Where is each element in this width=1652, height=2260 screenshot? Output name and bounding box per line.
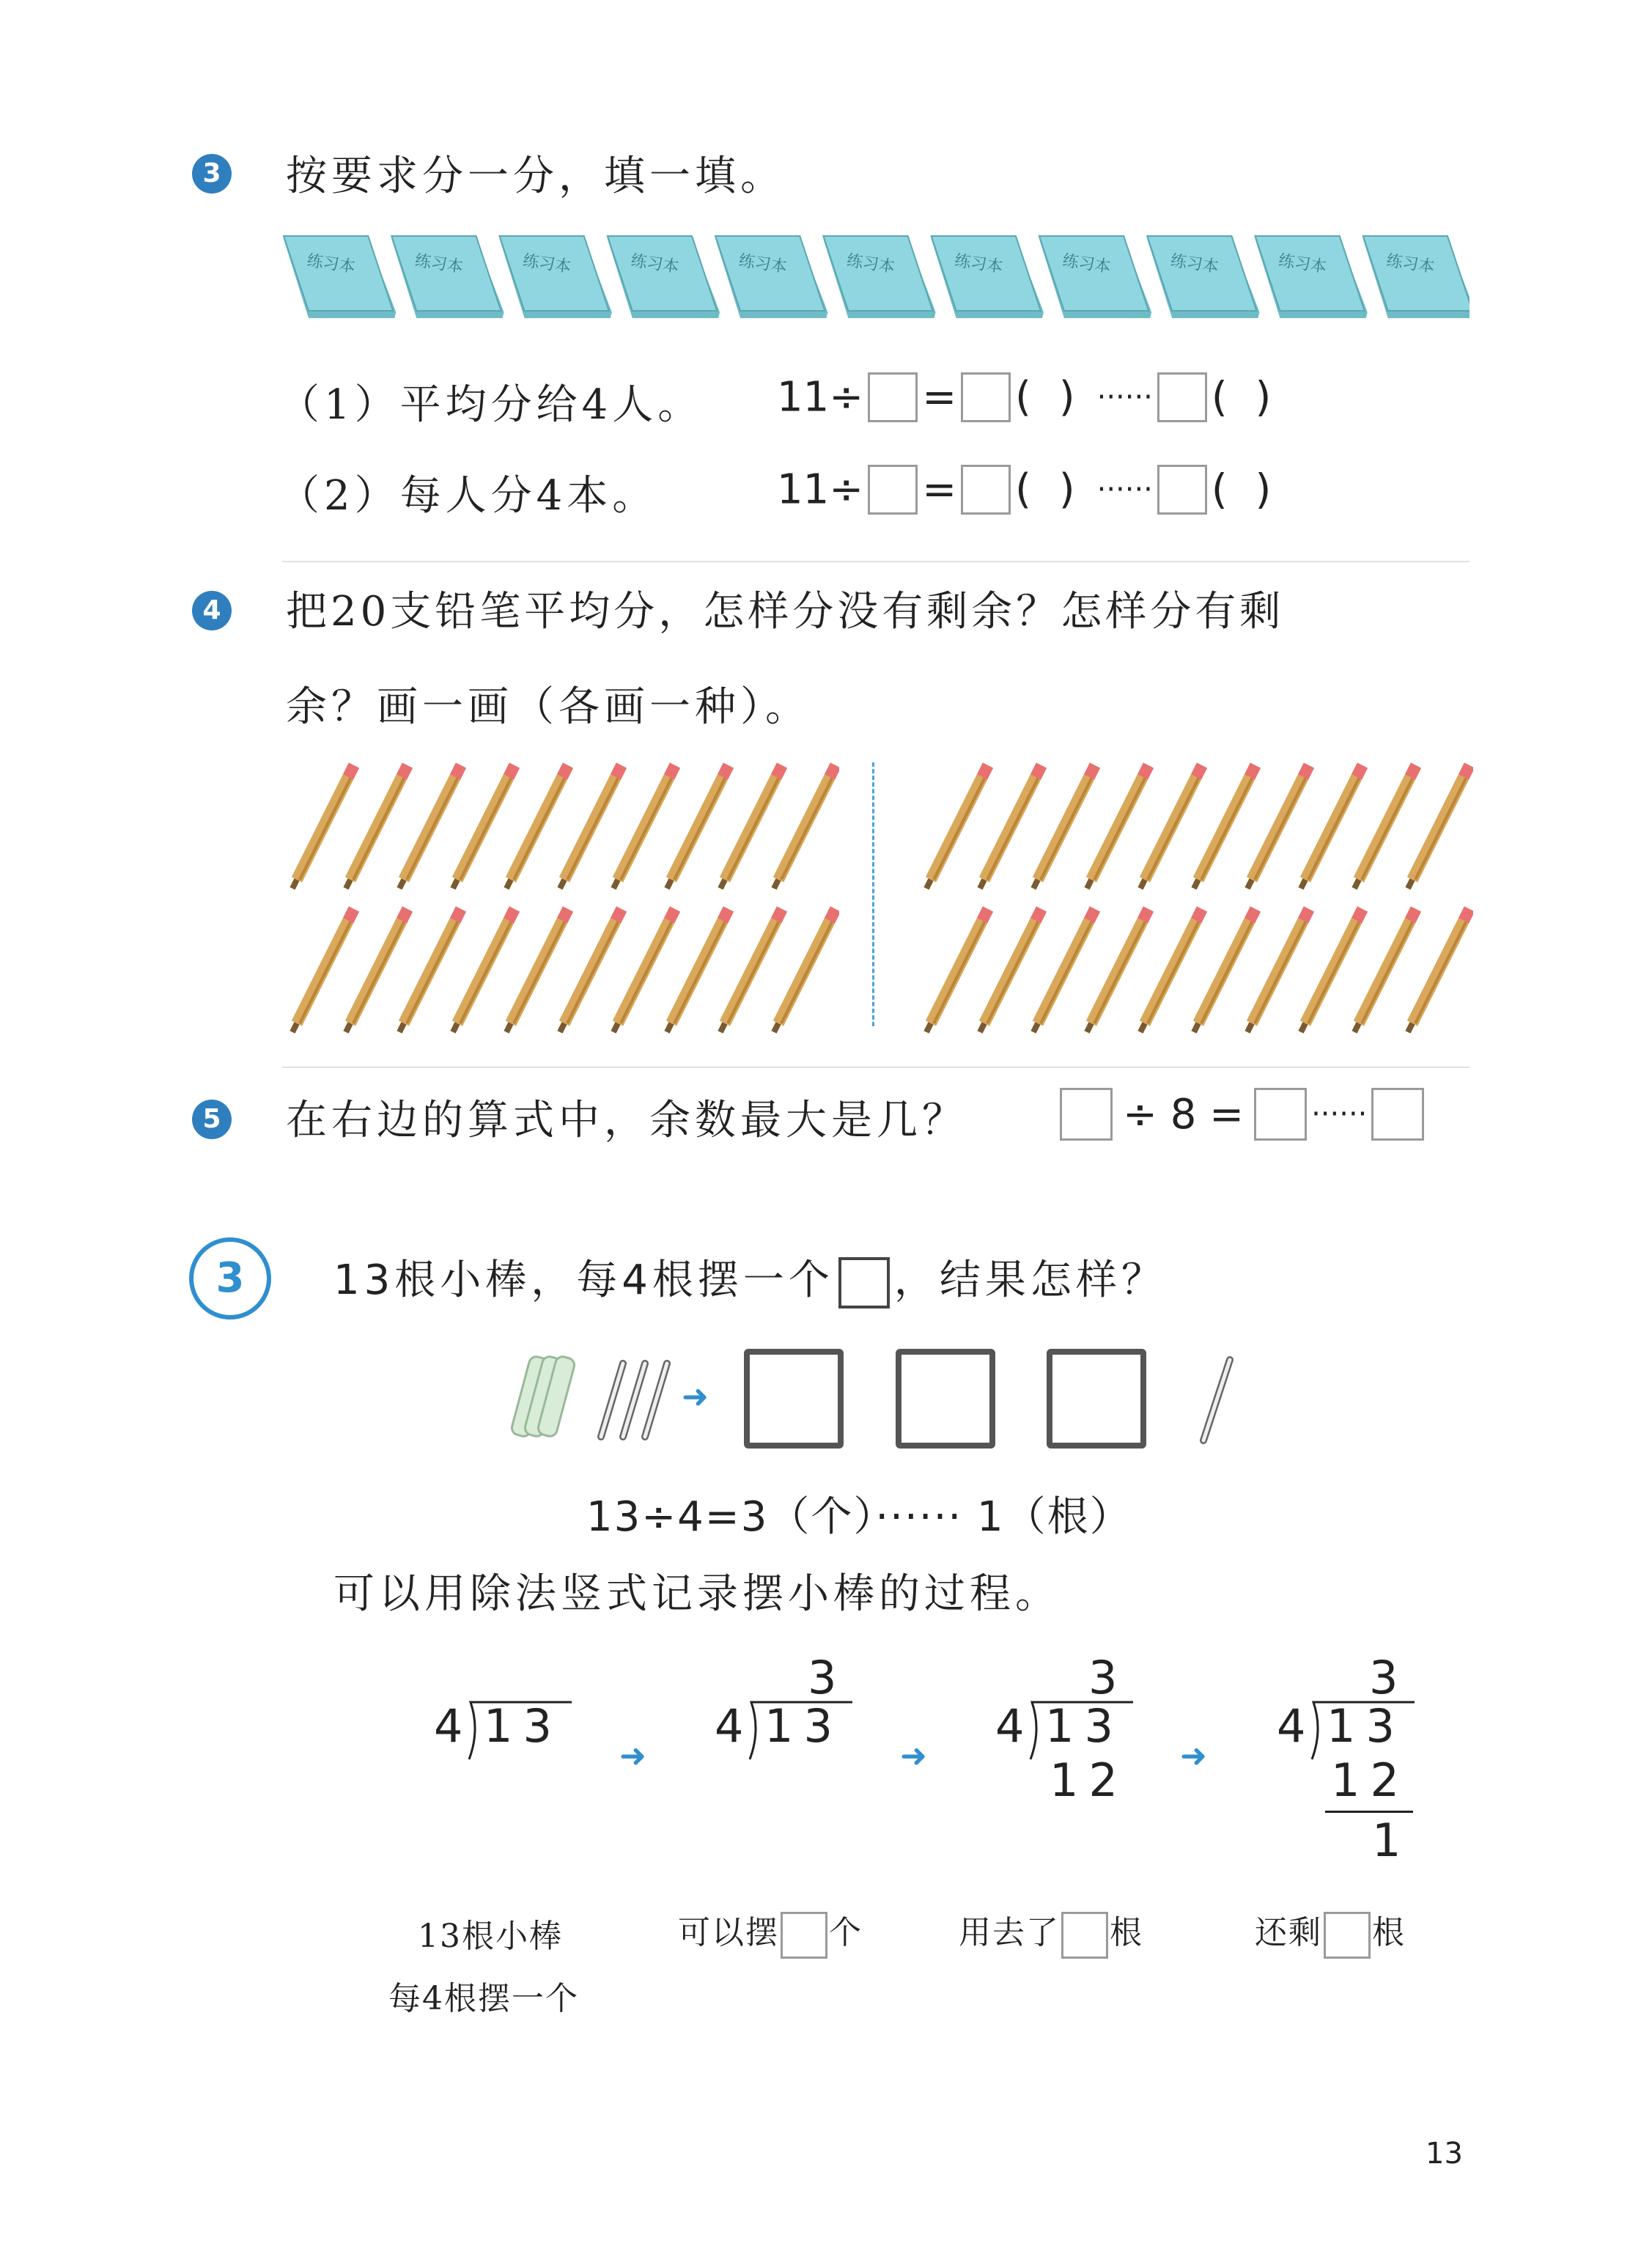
caption-step3: 用去了 根 [959, 1906, 1143, 1959]
example-equation: 13÷4=3（个）······ 1（根） [586, 1493, 1132, 1541]
divider [282, 1067, 1470, 1068]
example-badge: 3 [189, 1237, 271, 1319]
pencil-icon [1354, 765, 1416, 888]
product: 12 [1331, 1753, 1409, 1807]
svg-text:练习本: 练习本 [521, 251, 572, 277]
dividend: 13 [764, 1699, 843, 1753]
pencil-icon [1301, 765, 1362, 888]
product: 12 [1050, 1753, 1128, 1807]
pencil-icon [1087, 765, 1148, 888]
answer-box[interactable] [1371, 1088, 1424, 1141]
pencil-icon [399, 765, 461, 888]
answer-box[interactable] [1060, 1088, 1113, 1141]
answer-box[interactable] [1254, 1088, 1307, 1141]
svg-text:练习本: 练习本 [413, 251, 465, 277]
pencil-icon [560, 909, 622, 1032]
unit-paren: ( ) [1015, 373, 1083, 422]
pencil-icon [506, 765, 568, 888]
divisor: 4 [1277, 1699, 1306, 1753]
divisor: 4 [995, 1699, 1025, 1753]
pencil-icon [1033, 909, 1095, 1032]
pencil-icon [926, 765, 988, 888]
quotient: 3 [1369, 1651, 1398, 1704]
notebook-icon [391, 236, 504, 318]
exercise-badge: 5 [192, 1100, 232, 1139]
answer-box[interactable] [1157, 465, 1207, 515]
exercise-title: 按要求分一分，填一填。 [286, 152, 786, 200]
pencil-icon [560, 765, 622, 888]
notebook-icon [1039, 236, 1151, 318]
divider [282, 561, 1470, 562]
dividend: 13 [1045, 1699, 1124, 1753]
pencil-icon [1087, 909, 1148, 1032]
pencil-icon [980, 765, 1041, 888]
pencil-icon [613, 765, 675, 888]
svg-text:练习本: 练习本 [953, 251, 1004, 277]
svg-text:练习本: 练习本 [1061, 251, 1112, 277]
divisor: 4 [715, 1699, 744, 1753]
pencil-icon [1408, 909, 1470, 1032]
exercise-badge: 3 [192, 154, 232, 194]
caption-step1-line2: 每4根摆一个 [388, 1980, 579, 2017]
pencil-icon [292, 909, 354, 1032]
arrow-right-icon: ➜ [1180, 1737, 1207, 1775]
pencil-icon [926, 909, 988, 1032]
pencil-icon [667, 909, 729, 1032]
pencils-left-group [282, 762, 839, 1034]
dividend: 13 [484, 1699, 562, 1753]
arrow-right-icon: ➜ [682, 1378, 709, 1416]
notebook-icon [608, 236, 720, 318]
answer-box[interactable] [868, 372, 918, 422]
pencils-right-group [916, 762, 1473, 1034]
pencil-icon [1408, 765, 1470, 888]
pencil-icon [980, 909, 1041, 1032]
pencil-icon [774, 765, 836, 888]
notebook-icon [715, 236, 827, 318]
page-number: 13 [1426, 2137, 1463, 2171]
stick-square [896, 1349, 995, 1449]
unit-paren: ( ) [1211, 373, 1279, 422]
stick-square [1047, 1349, 1146, 1449]
quotient: 3 [1088, 1651, 1118, 1704]
pencil-icon [346, 765, 408, 888]
example-text: 13根小棒，每4根摆一个 ，结果怎样？ [333, 1248, 1167, 1308]
pencil-icon [346, 909, 408, 1032]
caption-step2: 可以摆 个 [678, 1906, 863, 1959]
exercise-text: 在右边的算式中，余数最大是几？ [286, 1097, 967, 1144]
pencil-icon [1354, 909, 1416, 1032]
quotient: 3 [808, 1651, 837, 1704]
svg-text:练习本: 练习本 [845, 251, 896, 277]
pencil-icon [1247, 909, 1309, 1032]
pencil-icon [720, 909, 782, 1032]
notebook-icon [500, 236, 612, 318]
divisor: 4 [434, 1699, 463, 1753]
question-1-label: （1）平均分给4人。 [279, 381, 704, 429]
stick-square [744, 1349, 844, 1449]
exercise-text-line2: 余？画一画（各画一种）。 [286, 683, 811, 731]
pencil-icon [1194, 765, 1255, 888]
svg-text:练习本: 练习本 [306, 251, 357, 277]
pencil-icon [453, 765, 515, 888]
question-2-label: （2）每人分4本。 [279, 472, 658, 520]
pencil-icon [399, 909, 461, 1032]
pencil-icon [1301, 909, 1362, 1032]
notebook-icon [1363, 236, 1470, 318]
pencil-icon [1247, 765, 1309, 888]
sticks-bundle-icon [506, 1349, 674, 1451]
pencil-icon [774, 909, 836, 1032]
arrow-right-icon: ➜ [900, 1737, 927, 1775]
answer-box[interactable] [781, 1912, 827, 1959]
svg-text:练习本: 练习本 [737, 251, 789, 277]
answer-box[interactable] [1061, 1912, 1108, 1959]
notebook-icon [1255, 236, 1367, 318]
dividend: 13 [1327, 1699, 1405, 1753]
answer-box[interactable] [961, 372, 1011, 422]
pencil-icon [1033, 765, 1095, 888]
notebook-icon [823, 236, 935, 318]
single-stick-icon [1195, 1352, 1239, 1448]
answer-box[interactable] [961, 465, 1011, 515]
notebook-icon [932, 236, 1044, 318]
pencil-icon [667, 765, 729, 888]
equation-2: 11÷ = ( ) ······ ( ) [777, 465, 1279, 514]
exercise-text-line1: 把20支铅笔平均分，怎样分没有剩余？怎样分有剩 [286, 588, 1285, 636]
remainder: 1 [1372, 1814, 1401, 1867]
pencil-icon [613, 909, 675, 1032]
arrow-right-icon: ➜ [619, 1737, 646, 1775]
unit-paren: ( ) [1211, 465, 1279, 514]
pencil-icon [1140, 765, 1202, 888]
unit-paren: ( ) [1015, 465, 1083, 514]
pencil-icon [453, 909, 515, 1032]
answer-box[interactable] [1324, 1912, 1371, 1959]
dashed-divider [872, 762, 874, 1026]
svg-text:练习本: 练习本 [1384, 251, 1436, 277]
pencil-icon [1140, 909, 1202, 1032]
pencil-icon [292, 765, 354, 888]
svg-text:练习本: 练习本 [630, 251, 680, 277]
pencil-icon [506, 909, 568, 1032]
equation-remainder: ÷ 8 = ······ [1055, 1088, 1428, 1141]
subtraction-line [1325, 1811, 1413, 1813]
square-icon [838, 1257, 890, 1308]
notebooks-illustration [282, 233, 1470, 328]
exercise-badge: 4 [192, 591, 232, 630]
notebook-icon [284, 236, 396, 318]
pencil-icon [1194, 909, 1255, 1032]
equation-1: 11÷ = ( ) ······ ( ) [777, 373, 1279, 422]
svg-text:练习本: 练习本 [1277, 251, 1328, 277]
record-instruction: 可以用除法竖式记录摆小棒的过程。 [333, 1570, 1061, 1618]
caption-step1-line1: 13根小棒 [418, 1918, 563, 1955]
answer-box[interactable] [1157, 372, 1207, 422]
pencil-icon [720, 765, 782, 888]
answer-box[interactable] [868, 465, 918, 515]
caption-step4: 还剩 根 [1255, 1906, 1406, 1959]
notebook-icon [1147, 236, 1259, 318]
svg-text:练习本: 练习本 [1169, 251, 1220, 277]
